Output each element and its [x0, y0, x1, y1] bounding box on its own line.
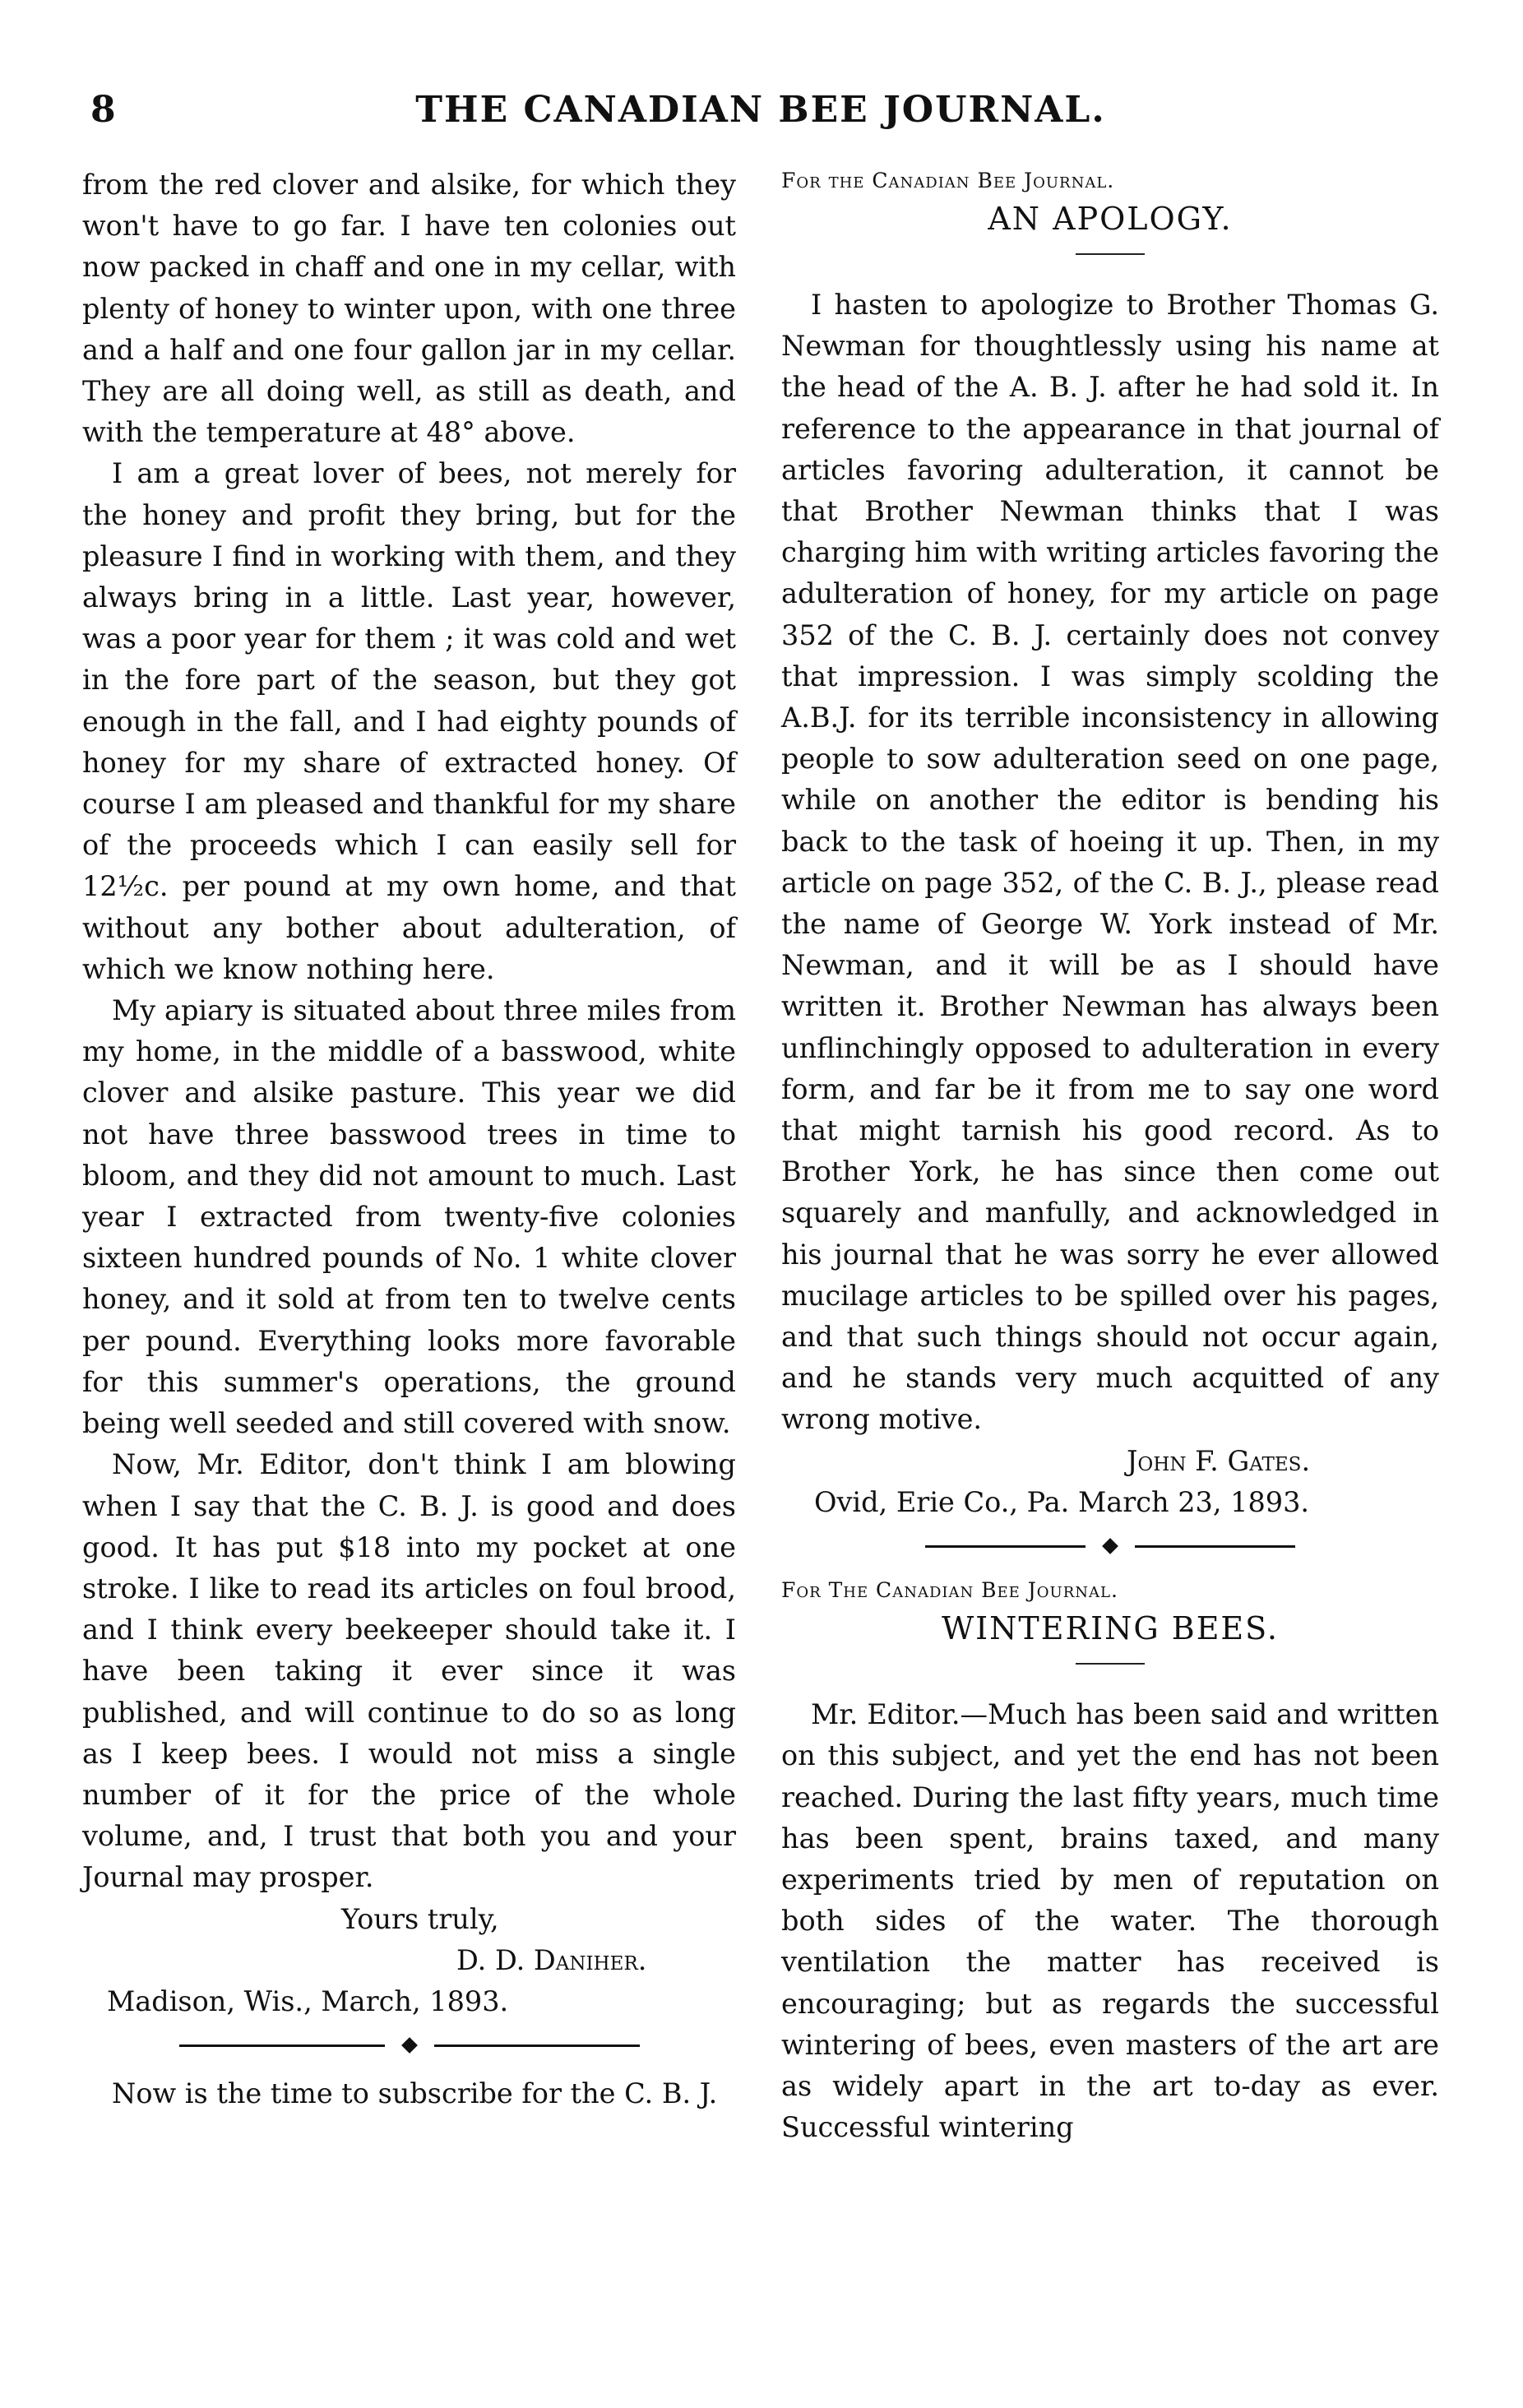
letter-closing: Yours truly,: [341, 1902, 499, 1935]
running-head: [90, 89, 1431, 138]
section-separator: [179, 2037, 640, 2054]
apology-location-date: Ovid, Erie Co., Pa. March 23, 1893.: [814, 1485, 1310, 1518]
wintering-body: Mr. Editor.—Much has been said and written on this subject, and yet the end has not been reached. During the last fifty years, much time has been spent, brains taxed, and many experiments tried by men of reputation on both sides of the water. The thorough ventilation the matter has received is encouraging; but as regards the successful wintering of bees, even masters of the art are as widely apart in the art to-day as ever. Successful wintering: [781, 1698, 1439, 2144]
section-separator: [925, 1538, 1295, 1554]
right-column: [781, 164, 1439, 2148]
letter-signature: D. D. Daniher.: [456, 1943, 647, 1976]
apology-signature: John F. Gates.: [1127, 1444, 1311, 1477]
left-column: [82, 164, 736, 2114]
letter-paragraph-2: I am a great lover of bees, not merely for the honey and profit they bring, but for the pleasure I find in working with them, and they always bring in a little. Last year, however, was a poor year for them ; it was cold and wet in the fore part of the season, but they got enough in the fall, and I had eighty pounds of honey for my share of extracted honey. Of course I am pleased and thankful for my share of the proceeds which I can easily sell for 12½c. per pound at my own home, and that without any bother about adulteration, of which we know nothing here.: [82, 457, 736, 985]
letter-paragraph-3: My apiary is situated about three miles from my home, in the middle of a basswood, white clover and alsike pasture. This year we did not have three basswood trees in time to bloom, and they did not amount to much. Last year I extracted from twenty-five colonies sixteen hundred pounds of No. 1 white clover honey, and it sold at from ten to twelve cents per pound. Everything looks more favorable for this summer's operations, the ground being well seeded and still covered with snow.: [82, 994, 736, 1440]
wintering-credit-line: For The Canadian Bee Journal.: [781, 1578, 1118, 1603]
apology-title: AN APOLOGY.: [988, 201, 1233, 237]
apology-credit-line: For the Canadian Bee Journal.: [781, 169, 1115, 192]
page-number: 8: [90, 89, 116, 131]
apology-body: I hasten to apologize to Brother Thomas G. Newman for thoughtlessly using his name at the head of the A. B. J. after he had sold it. In reference to the appearance in that journal of articles favoring adulteration, it cannot be that Brother Newman thinks that I was charging him with writing articles favoring the adulteration of honey, for my article on page 352 of the C. B. J. certainly does not convey that impression. I was simply scolding the A.B.J. for its terrible inconsistency in allowing people to sow adulteration seed on one page, while on another the editor is bending his back to the task of hoeing it up. Then, in my article on page 352, of the C. B. J., please read the name of George W. York instead of Mr. Newman, and it will be as I should have written it. Brother Newman has always been unflinchingly opposed to adulteration in every form, and far be it from me to say one word that might tarnish his good record. As to Brother York, he has since then come out squarely and manfully, and acknowledged in his journal that he was sorry he ever allowed mucilage articles to be spilled over his pages, and that such things should not occur again, and he stands very much acquitted of any wrong motive.: [781, 289, 1439, 1436]
title-rule: [1076, 253, 1145, 255]
wintering-title: WINTERING BEES.: [942, 1610, 1279, 1647]
letter-paragraph-1: from the red clover and alsike, for which they won't have to go far. I have ten colonies out now packed in chaff and one in my cellar, with plenty of honey to winter upon, with one three and a half and one four gallon jar in my cellar. They are all doing well, as still as death, and with the temperature at 48° above.: [82, 169, 736, 449]
title-rule: [1076, 1663, 1145, 1665]
letter-paragraph-4: Now, Mr. Editor, don't think I am blowing when I say that the C. B. J. is good and does good. It has put $18 into my pocket at one stroke. I like to read its articles on foul brood, and I think every beekeeper should take it. I have been taking it ever since it was published, and will continue to do so as long as I keep bees. I would not miss a single number of it for the price of the whole volume, and, I trust that both you and your Journal may prosper.: [82, 1448, 736, 1894]
journal-title: THE CANADIAN BEE JOURNAL.: [415, 89, 1106, 131]
letter-location-date: Madison, Wis., March, 1893.: [107, 1984, 509, 2017]
subscribe-notice: Now is the time to subscribe for the C. B. J.: [112, 2077, 718, 2110]
